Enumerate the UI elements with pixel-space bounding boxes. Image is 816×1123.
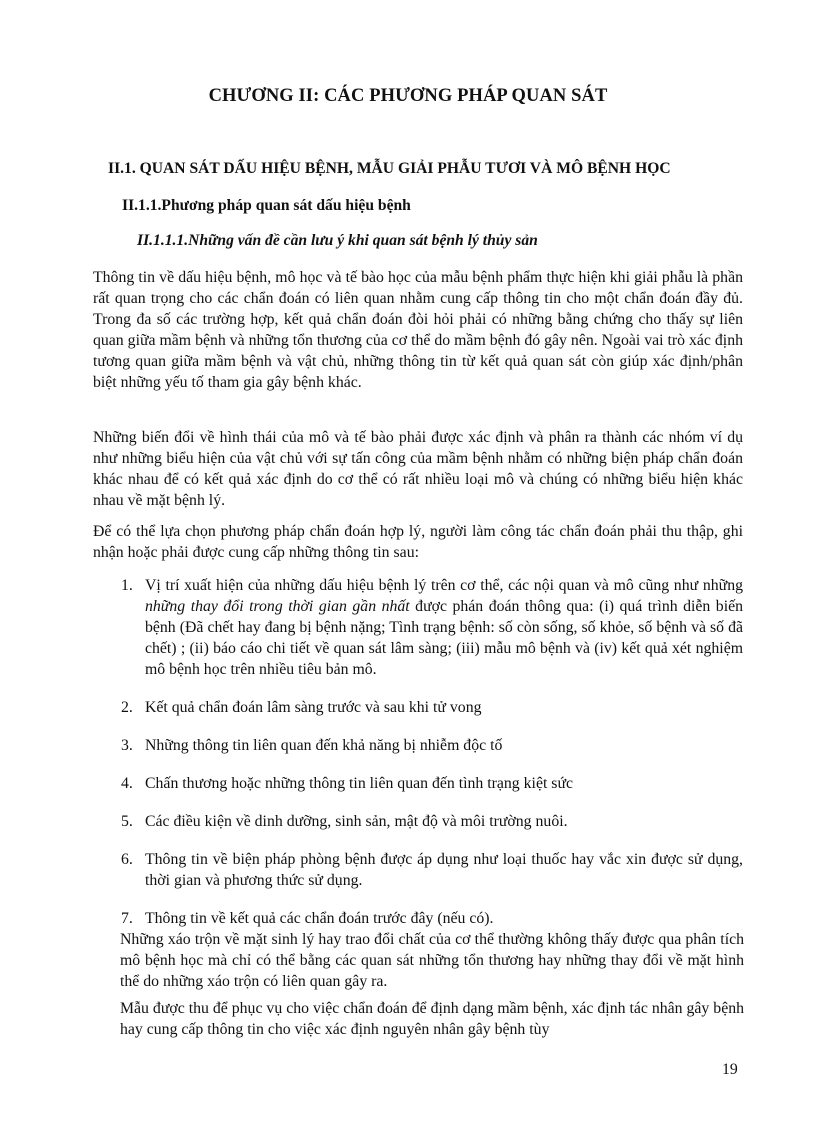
chapter-title: CHƯƠNG II: CÁC PHƯƠNG PHÁP QUAN SÁT [208,86,608,106]
list-item-italic-text: những thay đổi trong thời gian gần nhất [145,598,410,615]
list-item-text: Những thông tin liên quan đến khả năng bị nhiễm độc tố [145,737,503,754]
list-item [93,849,743,891]
list-item-number: 3. [121,737,133,754]
list-item [93,697,743,718]
list-item-text: Thông tin về kết quả các chẩn đoán trước đây (nếu có). [145,910,494,927]
list-item [93,908,743,929]
list-item [93,735,743,756]
list-item-number: 2. [121,699,133,716]
list-item-text: Vị trí xuất hiện của những dấu hiệu bệnh lý trên cơ thể, các nội quan và mô cũng như những [145,577,743,594]
list-item-text: Thông tin về biện pháp phòng bệnh được áp dụng như loại thuốc hay vắc xin được sử dụng, thời gian và phương thức sử dụng. [145,851,743,889]
list-item-number: 7. [121,910,133,927]
paragraph-sampling: Mẫu được thu để phục vụ cho việc chẩn đoán để định dạng mầm bệnh, xác định tác nhân gây bệnh hay cung cấp thông tin cho việc xác định nguyên nhân gây bệnh tùy [120,1000,744,1038]
paragraph-physiology: Những xáo trộn về mặt sinh lý hay trao đổi chất của cơ thể thường không thấy được qua phân tích mô bệnh học mà chỉ có thể bằng các quan sát những tổn thương hay những thay đổi về mặt hình thể do những xáo trộn có liên quan gây ra. [120,931,744,990]
list-item-number: 4. [121,775,133,792]
information-list [93,575,743,946]
list-item [93,773,743,794]
list-item-text: Các điều kiện về dinh dưỡng, sinh sản, mật độ và môi trường nuôi. [145,813,568,830]
section-title: II.1. QUAN SÁT DẤU HIỆU BỆNH, MẪU GIẢI PHẪU TƯƠI VÀ MÔ BỆNH HỌC [108,160,671,177]
list-item-text: Kết quả chẩn đoán lâm sàng trước và sau khi tử vong [145,699,482,716]
subsection-title: II.1.1.Phương pháp quan sát dấu hiệu bệnh [122,197,411,214]
subsubsection-title: II.1.1.1.Những vấn đề cần lưu ý khi quan sát bệnh lý thủy sản [137,232,538,249]
paragraph-morphology: Những biến đổi về hình thái của mô và tế bào phải được xác định và phân ra thành các nhóm ví dụ như những biểu hiện của vật chủ với sự tấn công của mầm bệnh nhằm có những biện pháp chẩn đoán khác nhau để có kết quả xác định do cơ thể có rất nhiều loại mô và chúng có những biểu hiện khác nhau về mặt bệnh lý. [93,429,743,509]
list-item-number: 5. [121,813,133,830]
list-item-number: 1. [121,577,133,594]
list-item-number: 6. [121,851,133,868]
paragraph-selection: Để có thể lựa chọn phương pháp chẩn đoán hợp lý, người làm công tác chẩn đoán phải thu thập, ghi nhận hoặc phải được cung cấp những thông tin sau: [93,523,743,561]
page-number: 19 [722,1061,738,1078]
list-item-text-continued: được phán đoán thông qua: (i) quá trình diễn biến bệnh (Đã chết hay đang bị bệnh nặng; Tình trạng bệnh: số còn sống, số khỏe, số bệnh và số đã chết) ; (ii) báo cáo chi tiết về quan sát lâm sàng; (iii) mẫu mô bệnh và (iv) kết quả xét nghiệm mô bệnh học trên nhiều tiêu bản mô. [145,598,744,678]
list-item [93,575,743,680]
paragraph-intro: Thông tin về dấu hiệu bệnh, mô học và tế bào học của mẫu bệnh phẩm thực hiện khi giải phẫu là phần rất quan trọng cho các chẩn đoán có liên quan nhằm cung cấp thông tin cho một chẩn đoán đầy đủ. Trong đa số các trường hợp, kết quả chẩn đoán đòi hỏi phải có những bằng chứng cho thấy sự liên quan giữa mầm bệnh và những tổn thương của cơ thể do mầm bệnh đó gây nên. Ngoài vai trò xác định tương quan giữa mầm bệnh và vật chủ, những thông tin từ kết quả quan sát còn giúp xác định/phân biệt những yếu tố tham gia gây bệnh khác. [93,269,743,391]
list-item-text: Chấn thương hoặc những thông tin liên quan đến tình trạng kiệt sức [145,775,574,792]
list-item [93,811,743,832]
